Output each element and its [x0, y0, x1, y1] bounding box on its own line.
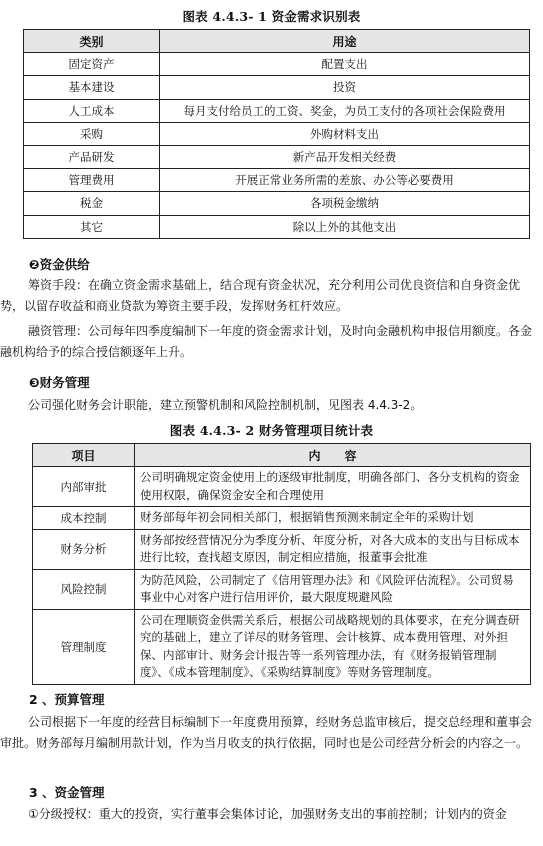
- category-cell: 人工成本: [24, 99, 160, 122]
- table-row: [33, 609, 531, 684]
- item-cell: 内部审批: [33, 467, 135, 507]
- table-row: [24, 145, 530, 168]
- item-cell: 成本控制: [33, 507, 135, 530]
- table-row: [24, 99, 530, 122]
- category-cell: 基本建设: [24, 76, 160, 99]
- section-heading-funds: 3 、资金管理: [29, 785, 105, 800]
- paragraph-financial-management: 公司强化财务会计职能，建立预警机制和风险控制机制，见图表 4.4.3-2。: [28, 398, 423, 412]
- table-header-row: [24, 30, 530, 53]
- table-row: [24, 215, 530, 238]
- column-header-usage: 用途: [160, 30, 530, 53]
- table-row: [24, 76, 530, 99]
- financial-management-table: [32, 443, 531, 685]
- table-row: [33, 507, 531, 530]
- content-cell: 为防范风险，公司制定了《信用管理办法》和《风险评估流程》。公司贸易事业中心对客户进行信用评价，最大限度规避风险: [135, 569, 531, 609]
- table-row: [33, 467, 531, 507]
- paragraph-financing-means: 筹资手段：在确立资金需求基础上，结合现有资金状况，充分利用公司优良资信和自身资金优势，以留存收益和商业贷款为筹资主要手段，发挥财务杠杆效应。: [0, 278, 521, 313]
- table1-caption: 图表 4.4.3- 1 资金需求识别表: [182, 9, 361, 24]
- paragraph-budget: 公司根据下一年度的经营目标编制下一年度费用预算，经财务总监审核后，提交总经理和董事会审批。财务部每月编制用款计划，作为当月收支的执行依据，同时也是公司经营分析会的内容之一。: [0, 715, 533, 750]
- content-cell: 公司在理顺资金供需关系后，根据公司战略规划的具体要求，在充分调查研究的基础上，建立了详尽的财务管理、会计核算、成本费用管理、对外担保、内部审计、财务会计报告等一系列管理办法，有《财务报销管理制度》、《成本管理制度》、《采购结算制度》等财务管理制度。: [135, 609, 531, 684]
- table-row: [24, 192, 530, 215]
- table-row: [24, 169, 530, 192]
- category-cell: 其它: [24, 215, 160, 238]
- usage-cell: 新产品开发相关经费: [160, 145, 530, 168]
- category-cell: 税金: [24, 192, 160, 215]
- content-cell: 公司明确规定资金使用上的逐级审批制度，明确各部门、各分支机构的资金使用权限，确保资金安全和合理使用: [135, 467, 531, 507]
- usage-cell: 投资: [160, 76, 530, 99]
- usage-cell: 每月支付给员工的工资、奖金，为员工支付的各项社会保险费用: [160, 99, 530, 122]
- usage-cell: 外购材料支出: [160, 122, 530, 145]
- table-row: [33, 529, 531, 569]
- table2-caption: 图表 4.4.3- 2 财务管理项目统计表: [169, 423, 374, 438]
- section-heading-financial-management: ❸财务管理: [29, 375, 90, 390]
- content-cell: 财务部按经营情况分为季度分析、年度分析，对各大成本的支出与目标成本进行比较，查找超支原因，制定相应措施，报董事会批准: [135, 529, 531, 569]
- column-header-content: 内 容: [135, 444, 531, 467]
- item-cell: 风险控制: [33, 569, 135, 609]
- usage-cell: 配置支出: [160, 53, 530, 76]
- column-header-item: 项目: [33, 444, 135, 467]
- category-cell: 管理费用: [24, 169, 160, 192]
- usage-cell: 除以上外的其他支出: [160, 215, 530, 238]
- category-cell: 采购: [24, 122, 160, 145]
- table-row: [33, 569, 531, 609]
- table-row: [24, 122, 530, 145]
- item-cell: 管理制度: [33, 609, 135, 684]
- category-cell: 固定资产: [24, 53, 160, 76]
- table-row: [24, 53, 530, 76]
- usage-cell: 开展正常业务所需的差旅、办公等必要费用: [160, 169, 530, 192]
- content-cell: 财务部每年初会同相关部门，根据销售预测来制定全年的采购计划: [135, 507, 531, 530]
- paragraph-funds: ①分级授权：重大的投资，实行董事会集体讨论，加强财务支出的事前控制；计划内的资金: [28, 807, 507, 821]
- table-header-row: [33, 444, 531, 467]
- item-cell: 财务分析: [33, 529, 135, 569]
- section-heading-fund-supply: ❷资金供给: [29, 257, 90, 272]
- category-cell: 产品研发: [24, 145, 160, 168]
- paragraph-financing-management: 融资管理：公司每年四季度编制下一年度的资金需求计划，及时向金融机构申报信用额度。各金融机构给予的综合授信额逐年上升。: [0, 324, 533, 359]
- usage-cell: 各项税金缴纳: [160, 192, 530, 215]
- section-heading-budget: 2 、预算管理: [29, 692, 105, 707]
- column-header-category: 类别: [24, 30, 160, 53]
- fund-demand-table: [23, 29, 530, 239]
